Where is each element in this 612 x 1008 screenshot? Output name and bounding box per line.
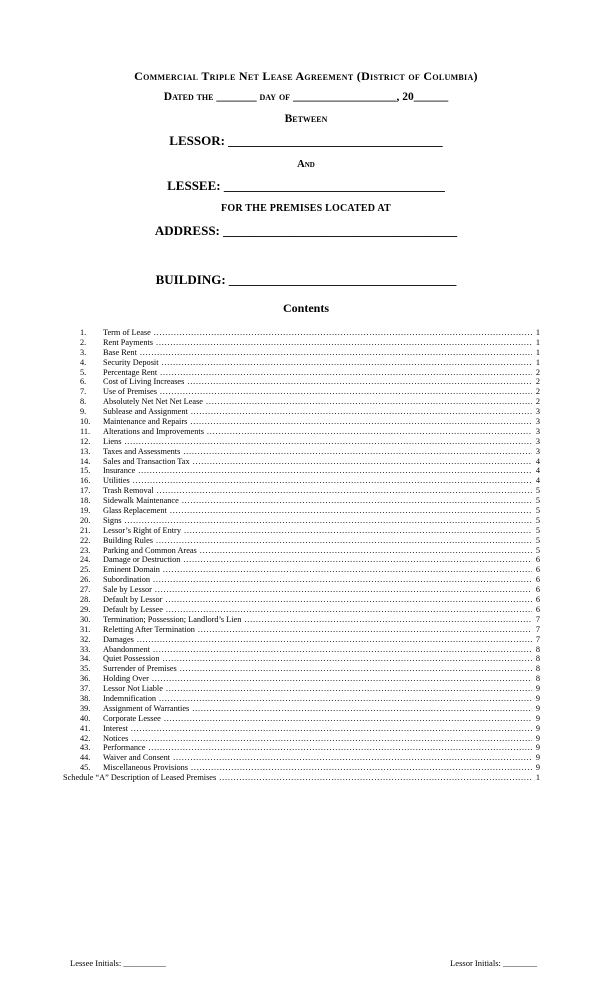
toc-item-page: 8 (535, 654, 540, 664)
toc-dot-leader (151, 328, 532, 338)
toc-item-number: 42. (80, 733, 91, 743)
toc-dot-leader (135, 466, 532, 476)
toc-item-label: Default by Lessee (103, 604, 163, 614)
toc-item-number: 36. (80, 674, 91, 684)
toc-item-label: Eminent Domain (103, 565, 160, 575)
toc-dot-leader (190, 457, 532, 467)
toc-item-label: Sale by Lessor (103, 585, 152, 595)
toc-dot-leader (145, 743, 532, 753)
toc-item-number: 15. (80, 466, 91, 476)
toc-item-label: Liens (103, 436, 122, 446)
toc-item-number: 30. (80, 614, 91, 624)
and-label: And (297, 159, 315, 170)
toc-row (63, 358, 540, 368)
toc-dot-leader (163, 605, 532, 615)
toc-item-label: Schedule “A” Description of Leased Premises (63, 773, 217, 783)
toc-item-number: 43. (80, 743, 91, 753)
toc-item-label: Sidewalk Maintenance (103, 496, 179, 506)
lessor-initials-line: Lessor Initials: ________ (450, 958, 537, 968)
toc-item-number: 3. (80, 347, 87, 357)
toc-row (63, 447, 540, 457)
toc-dot-leader (216, 773, 532, 783)
toc-row (63, 526, 540, 536)
toc-item-page: 6 (535, 555, 540, 565)
toc-item-page: 8 (535, 664, 540, 674)
toc-row (63, 377, 540, 387)
toc-item-page: 5 (535, 535, 540, 545)
toc-row (63, 654, 540, 664)
toc-item-page: 6 (535, 595, 540, 605)
toc-item-page: 5 (535, 525, 540, 535)
toc-item-label: Rent Payments (103, 337, 154, 347)
toc-item-label: Waiver and Consent (103, 753, 171, 763)
toc-dot-leader (121, 437, 532, 447)
toc-dot-leader (179, 496, 532, 506)
toc-item-page: 8 (535, 674, 540, 684)
toc-row (63, 743, 540, 753)
toc-item-number: 6. (80, 377, 87, 387)
toc-dot-leader (167, 506, 532, 516)
toc-row (63, 714, 540, 724)
toc-item-page: 1 (535, 337, 540, 347)
toc-row (63, 704, 540, 714)
toc-item-label: Notices (103, 733, 129, 743)
toc-item-label: Reletting After Termination (103, 624, 195, 634)
toc-item-label: Default by Lessor (103, 595, 163, 605)
toc-item-number: 9. (80, 407, 87, 417)
toc-item-label: Glass Replacement (103, 506, 167, 516)
toc-item-number: 38. (80, 693, 91, 703)
toc-dot-leader (204, 427, 532, 437)
toc-item-label: Absolutely Net Net Net Lease (103, 397, 203, 407)
toc-row (63, 753, 540, 763)
toc-item-number: 24. (80, 555, 91, 565)
toc-item-page: 4 (535, 456, 540, 466)
toc-item-page: 4 (535, 476, 540, 486)
toc-row (63, 338, 540, 348)
toc-row (63, 368, 540, 378)
toc-item-label: Trash Removal (103, 486, 154, 496)
toc-item-label: Percentage Rent (103, 367, 158, 377)
toc-item-number: 45. (80, 763, 91, 773)
toc-row (63, 536, 540, 546)
toc-dot-leader (159, 654, 532, 664)
toc-dot-leader (153, 536, 532, 546)
toc-item-number: 34. (80, 654, 91, 664)
toc-item-number: 25. (80, 565, 91, 575)
toc-row (63, 417, 540, 427)
toc-item-number: 19. (80, 506, 91, 516)
toc-item-label: Alterations and Improvements (103, 426, 204, 436)
toc-row (63, 328, 540, 338)
toc-item-page: 5 (535, 506, 540, 516)
toc-dot-leader (184, 377, 532, 387)
toc-item-number: 37. (80, 684, 91, 694)
toc-row (63, 625, 540, 635)
toc-row (63, 516, 540, 526)
toc-dot-leader (161, 714, 532, 724)
toc-item-label: Lessor Not Liable (103, 684, 163, 694)
toc-item-page: 1 (535, 347, 540, 357)
toc-item-page: 9 (535, 713, 540, 723)
toc-row (63, 694, 540, 704)
toc-row (63, 496, 540, 506)
toc-item-page: 7 (535, 634, 540, 644)
toc-dot-leader (160, 565, 532, 575)
toc-row (63, 684, 540, 694)
toc-item-number: 7. (80, 387, 87, 397)
toc-dot-leader (137, 348, 532, 358)
toc-dot-leader (177, 664, 532, 674)
toc-dot-leader (157, 387, 532, 397)
toc-row (63, 585, 540, 595)
toc-item-page: 5 (535, 545, 540, 555)
toc-item-label: Surrender of Premises (103, 664, 177, 674)
toc-item-page: 2 (535, 387, 540, 397)
toc-dot-leader (187, 417, 532, 427)
toc-dot-leader (130, 476, 532, 486)
toc-item-label: Taxes and Assessments (103, 446, 181, 456)
toc-item-label: Abandonment (103, 644, 151, 654)
between-label: Between (284, 113, 328, 125)
toc-item-number: 14. (80, 456, 91, 466)
toc-dot-leader (162, 595, 532, 605)
toc-item-number: 5. (80, 367, 87, 377)
address-line: ADDRESS: ____________________________________ (154, 223, 458, 238)
toc-row (63, 575, 540, 585)
toc-dot-leader (152, 585, 532, 595)
dated-line: Dated the _______ day of __________________, 20______ (163, 91, 449, 103)
toc-row (63, 595, 540, 605)
toc-item-number: 40. (80, 713, 91, 723)
toc-item-page: 3 (535, 436, 540, 446)
toc-item-label: Corporate Lessee (103, 713, 161, 723)
toc-row (63, 664, 540, 674)
toc-item-label: Quiet Possession (103, 654, 160, 664)
toc-item-number: 2. (80, 337, 87, 347)
toc-item-label: Miscellaneous Provisions (103, 763, 189, 773)
toc-item-page: 9 (535, 743, 540, 753)
toc-item-page: 9 (535, 753, 540, 763)
toc-dot-leader (134, 635, 532, 645)
toc-item-label: Interest (103, 723, 128, 733)
toc-item-page: 1 (535, 328, 540, 337)
toc-item-number: 33. (80, 644, 91, 654)
toc-item-page: 3 (535, 417, 540, 427)
toc-row (63, 674, 540, 684)
toc-item-label: Indemnification (103, 693, 156, 703)
toc-dot-leader (159, 358, 532, 368)
toc-dot-leader (128, 734, 532, 744)
toc-item-label: Use of Premises (103, 387, 157, 397)
toc-item-label: Sublease and Assignment (103, 407, 188, 417)
toc-item-page: 8 (535, 644, 540, 654)
toc-item-number: 18. (80, 496, 91, 506)
toc-dot-leader (241, 615, 532, 625)
toc-item-number: 41. (80, 723, 91, 733)
toc-dot-leader (156, 694, 532, 704)
toc-item-label: Maintenance and Repairs (103, 417, 188, 427)
toc-dot-leader (150, 645, 532, 655)
toc-dot-leader (189, 704, 532, 714)
toc-row (63, 565, 540, 575)
toc-item-number: 28. (80, 595, 91, 605)
toc-row (63, 773, 540, 783)
toc-item-label: Holding Over (103, 674, 149, 684)
toc-row (63, 734, 540, 744)
toc-dot-leader (188, 407, 532, 417)
toc-dot-leader (188, 763, 532, 773)
toc-row (63, 476, 540, 486)
premises-located-at-label: FOR THE PREMISES LOCATED AT (221, 203, 391, 214)
toc-dot-leader (157, 368, 532, 378)
toc-item-number: 27. (80, 585, 91, 595)
toc-row (63, 407, 540, 417)
toc-item-number: 26. (80, 575, 91, 585)
toc-row (63, 466, 540, 476)
toc-row (63, 486, 540, 496)
toc-item-number: 17. (80, 486, 91, 496)
toc-item-number: 39. (80, 703, 91, 713)
toc-item-page: 9 (535, 763, 540, 773)
toc-dot-leader (203, 397, 532, 407)
toc-dot-leader (180, 555, 532, 565)
toc-item-page: 6 (535, 604, 540, 614)
toc-item-label: Base Rent (103, 347, 137, 357)
toc-item-page: 2 (535, 397, 540, 407)
toc-item-page: 9 (535, 723, 540, 733)
document-title: Commercial Triple Net Lease Agreement (District of Columbia) (134, 69, 478, 83)
toc-item-page: 7 (535, 624, 540, 634)
toc-item-number: 32. (80, 634, 91, 644)
toc-row (63, 724, 540, 734)
toc-row (63, 387, 540, 397)
toc-dot-leader (153, 338, 532, 348)
lessor-line: LESSOR: _________________________________ (169, 133, 443, 148)
toc-item-page: 1 (535, 357, 540, 367)
toc-item-page: 9 (535, 693, 540, 703)
toc-item-number: 4. (80, 357, 87, 367)
toc-item-label: Term of Lease (103, 328, 151, 337)
toc-row (63, 437, 540, 447)
toc-row (63, 506, 540, 516)
toc-item-page: 6 (535, 565, 540, 575)
toc-item-number: 8. (80, 397, 87, 407)
toc-dot-leader (149, 674, 532, 684)
toc-dot-leader (181, 526, 532, 536)
toc-row (63, 555, 540, 565)
toc-item-label: Parking and Common Areas (103, 545, 197, 555)
lessee-initials-line: Lessee Initials: __________ (70, 958, 166, 968)
toc-item-number: 12. (80, 436, 91, 446)
toc-item-number: 29. (80, 604, 91, 614)
toc-item-number: 31. (80, 624, 91, 634)
toc-item-label: Performance (103, 743, 146, 753)
toc-row (63, 635, 540, 645)
toc-item-page: 3 (535, 426, 540, 436)
toc-item-page: 5 (535, 515, 540, 525)
toc-item-number: 11. (80, 426, 91, 436)
toc-item-page: 9 (535, 684, 540, 694)
toc-item-label: Damage or Destruction (103, 555, 181, 565)
toc-dot-leader (197, 546, 532, 556)
toc-item-page: 7 (535, 614, 540, 624)
toc-item-page: 9 (535, 703, 540, 713)
toc-row (63, 457, 540, 467)
toc-row (63, 605, 540, 615)
toc-item-label: Signs (103, 515, 122, 525)
building-line: BUILDING: ___________________________________ (155, 272, 457, 287)
toc-item-label: Damages (103, 634, 134, 644)
toc-item-page: 9 (535, 733, 540, 743)
toc-item-number: 23. (80, 545, 91, 555)
toc-item-number: 44. (80, 753, 91, 763)
toc-item-number: 13. (80, 446, 91, 456)
toc-item-number: 1. (80, 328, 87, 337)
toc-item-label: Sales and Transaction Tax (103, 456, 190, 466)
toc-item-number: 16. (80, 476, 91, 486)
toc-item-page: 3 (535, 446, 540, 456)
toc-item-number: 22. (80, 535, 91, 545)
toc-item-page: 2 (535, 367, 540, 377)
toc-dot-leader (170, 753, 532, 763)
page-footer (70, 958, 537, 969)
toc-item-page: 3 (535, 407, 540, 417)
toc-row (63, 546, 540, 556)
toc-item-label: Insurance (103, 466, 136, 476)
toc-item-page: 6 (535, 575, 540, 585)
toc-dot-leader (163, 684, 532, 694)
toc-dot-leader (150, 575, 532, 585)
toc-item-label: Building Rules (103, 535, 154, 545)
toc-dot-leader (180, 447, 532, 457)
toc-item-label: Security Deposit (103, 357, 159, 367)
contents-heading: Contents (282, 301, 329, 315)
toc-dot-leader (195, 625, 532, 635)
toc-dot-leader (154, 486, 532, 496)
toc-item-page: 6 (535, 585, 540, 595)
toc-item-label: Assignment of Warranties (103, 703, 190, 713)
toc-item-label: Utilities (103, 476, 130, 486)
toc-item-number: 10. (80, 417, 91, 427)
toc-item-page: 5 (535, 486, 540, 496)
toc-item-label: Lessor’s Right of Entry (103, 525, 181, 535)
toc-row (63, 763, 540, 773)
toc-item-label: Termination; Possession; Landlord’s Lien (103, 614, 242, 624)
toc-dot-leader (121, 516, 532, 526)
toc-item-label: Subordination (103, 575, 151, 585)
toc-row (63, 397, 540, 407)
toc-item-page: 4 (535, 466, 540, 476)
toc-item-number: 20. (80, 515, 91, 525)
toc-row (63, 427, 540, 437)
toc-row (63, 645, 540, 655)
toc-dot-leader (128, 724, 532, 734)
toc-item-label: Cost of Living Increases (103, 377, 185, 387)
toc-item-number: 21. (80, 525, 91, 535)
lessee-line: LESSEE: __________________________________ (167, 178, 445, 193)
toc-item-page: 2 (535, 377, 540, 387)
toc-item-page: 1 (535, 773, 540, 783)
toc-row (63, 615, 540, 625)
toc-row (63, 348, 540, 358)
toc-item-page: 5 (535, 496, 540, 506)
toc-item-number: 35. (80, 664, 91, 674)
toc-list (63, 328, 540, 783)
